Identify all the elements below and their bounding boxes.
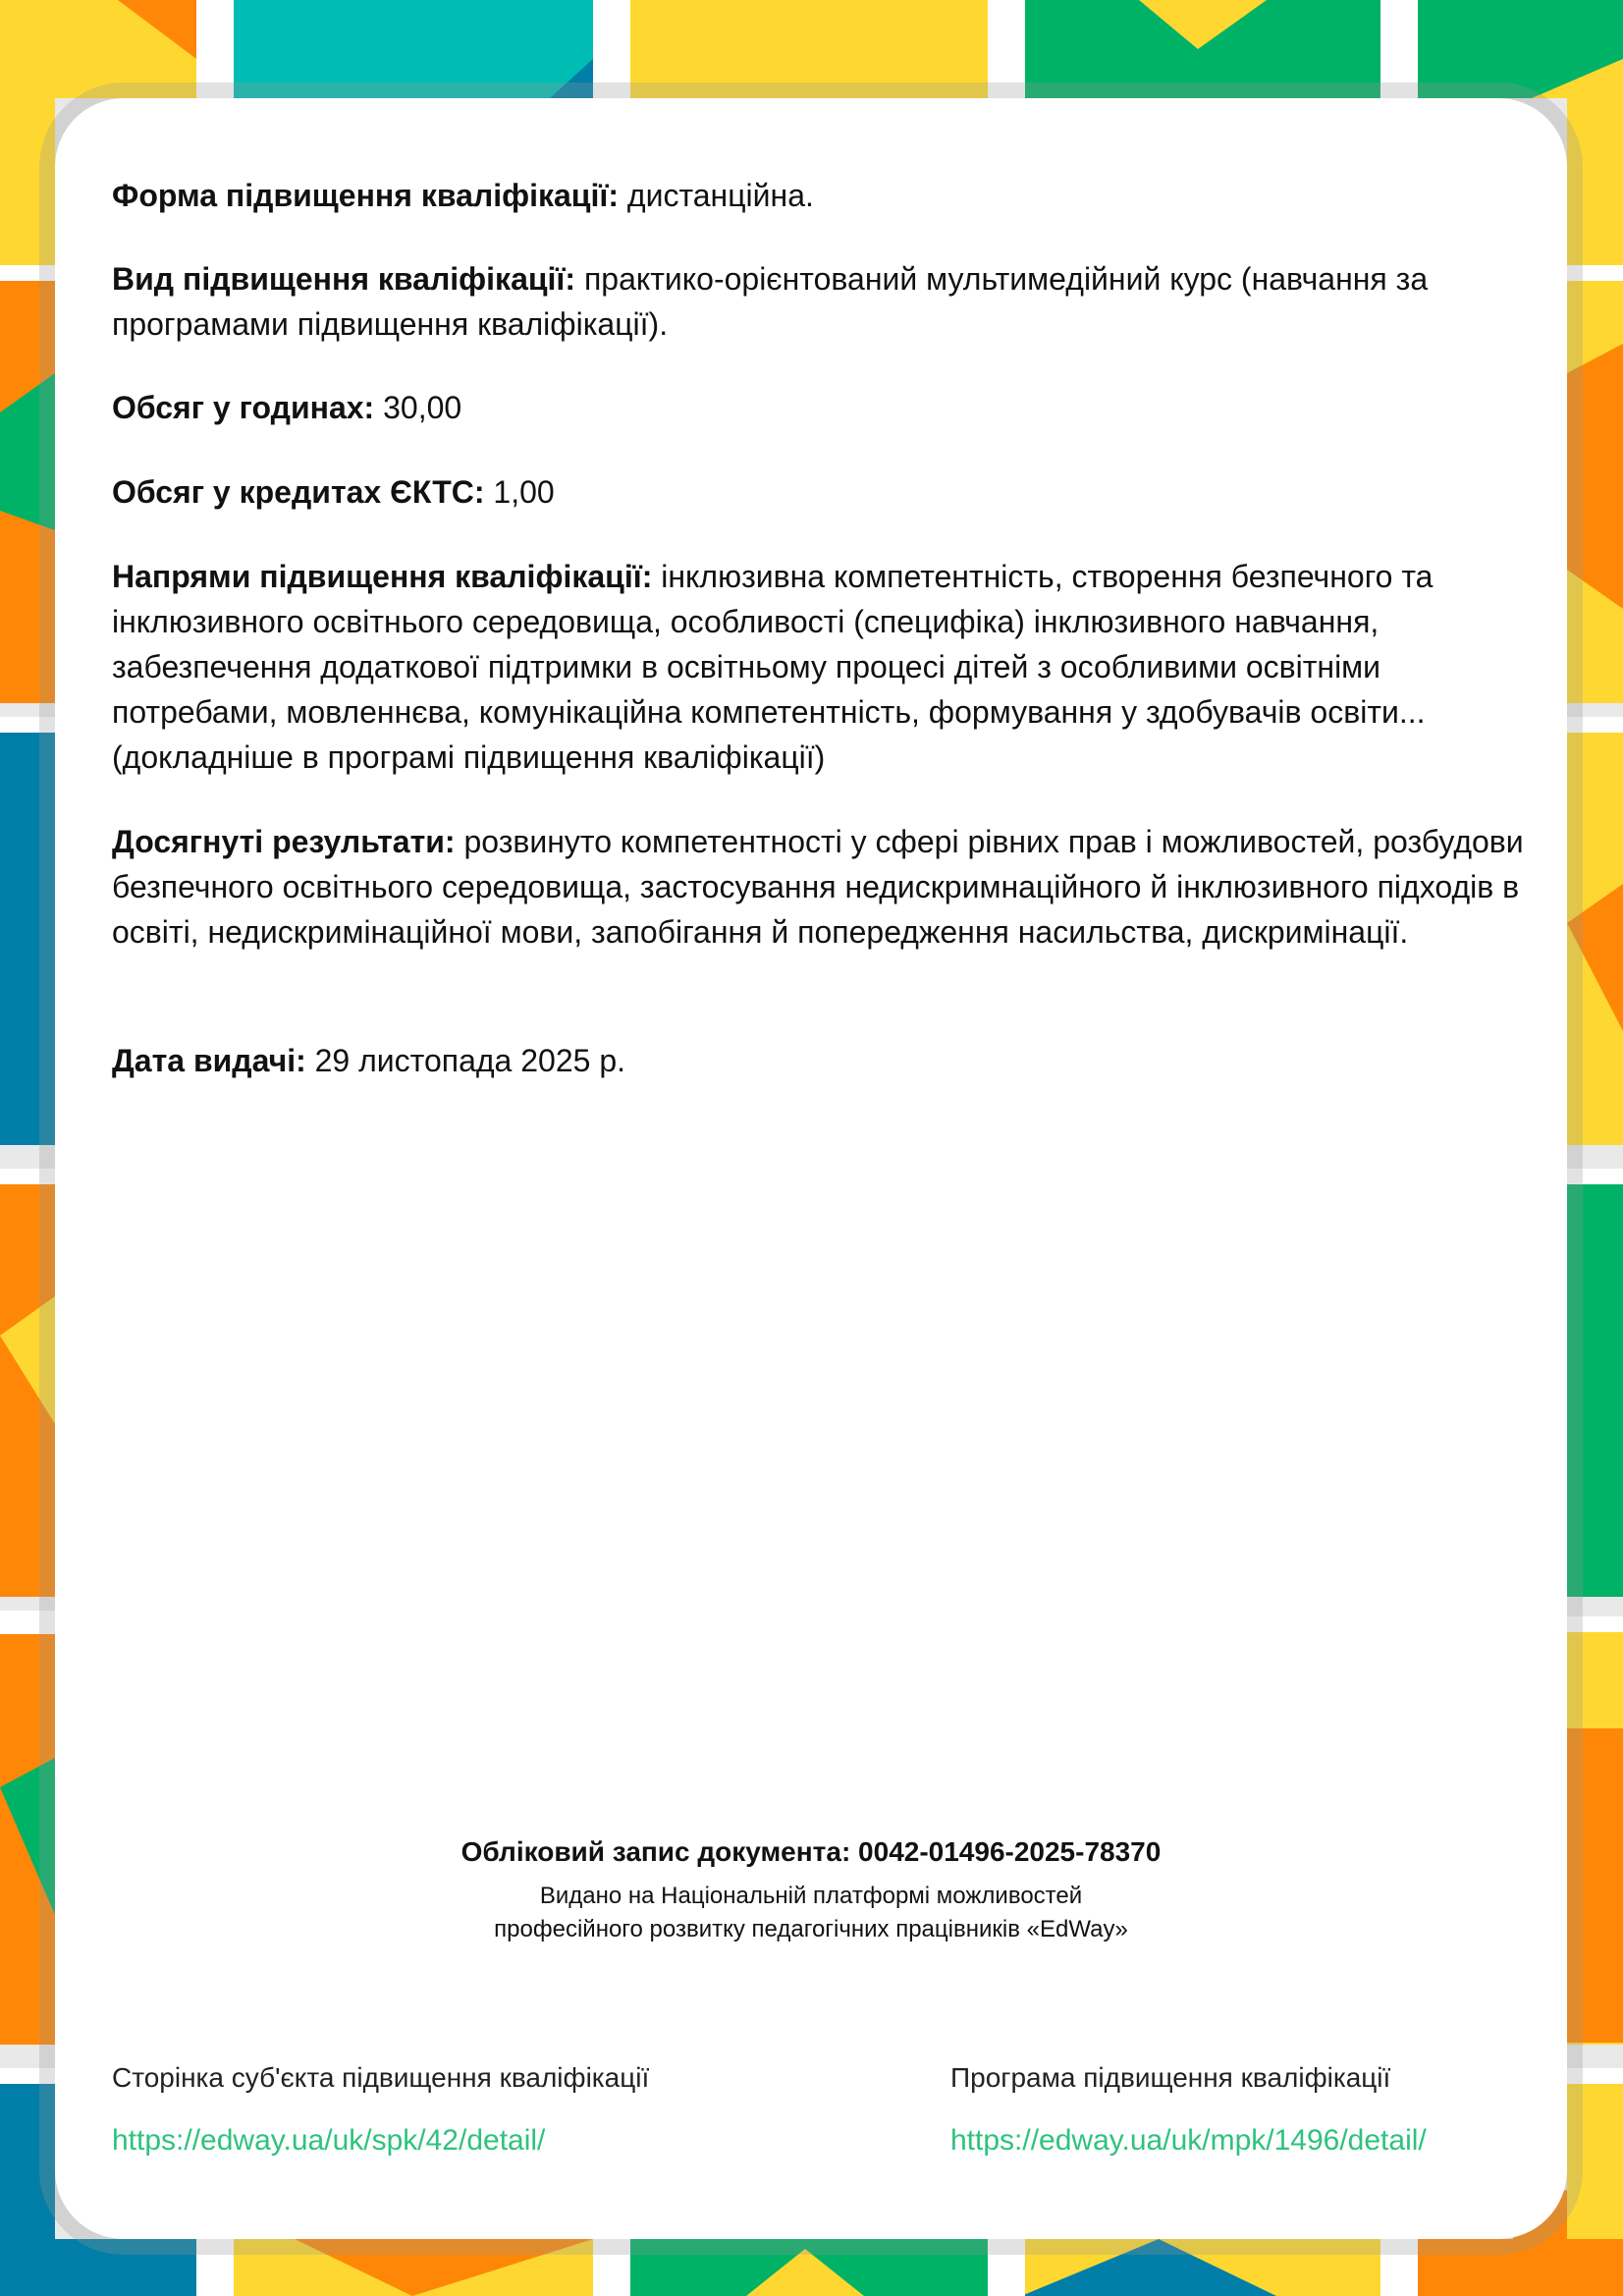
form-of-training — [112, 173, 1526, 218]
volume-credits-label: Обсяг у кредитах ЄКТС: — [112, 474, 485, 510]
issue-date — [112, 1038, 1526, 1083]
issue-date-value: 29 листопада 2025 р. — [305, 1043, 625, 1078]
border-shape — [1567, 344, 1623, 609]
border-tile — [1567, 98, 1623, 265]
type-of-training-label: Вид підвищення кваліфікації: — [112, 261, 576, 297]
border-tile — [234, 0, 593, 98]
program-page-block — [950, 2058, 1427, 2162]
provider-page-link[interactable]: https://edway.ua/uk/spk/42/detail/ — [112, 2124, 546, 2157]
border-tile — [593, 0, 630, 98]
type-of-training-value: практико-орієнтований мультимедійний курс (навчання за програмами підвищення кваліфікації). — [112, 261, 1429, 342]
border-tile — [1380, 0, 1418, 98]
volume-credits-value: 1,00 — [484, 474, 555, 510]
training-directions — [112, 554, 1526, 780]
document-record-id: Обліковий запис документа: 0042-01496-2025-78370 — [460, 1836, 1162, 1867]
border-tile — [1567, 1184, 1623, 1597]
border-tile — [196, 2239, 234, 2296]
border-tile — [0, 733, 55, 1145]
volume-hours-value: 30,00 — [374, 390, 462, 425]
border-shape — [1567, 1728, 1623, 2043]
border-tile — [0, 265, 55, 281]
border-tile — [0, 1616, 55, 1632]
achieved-results-label: Досягнуті результати: — [112, 824, 456, 859]
border-tile — [988, 0, 1025, 98]
border-tile — [196, 0, 234, 98]
program-page-caption: Програма підвищення кваліфікації — [950, 2062, 1391, 2093]
border-tile — [0, 2239, 196, 2296]
border-tile — [1567, 2068, 1623, 2084]
form-of-training-label: Форма підвищення кваліфікації: — [112, 178, 620, 213]
volume-credits — [112, 469, 1526, 515]
program-page-link[interactable]: https://edway.ua/uk/mpk/1496/detail/ — [950, 2124, 1427, 2157]
border-tile — [0, 1169, 55, 1184]
border-tile — [1567, 265, 1623, 281]
provider-page-caption: Сторінка суб'єкта підвищення кваліфікації — [112, 2062, 650, 2093]
volume-hours-label: Обсяг у годинах: — [112, 390, 375, 425]
border-tile — [1567, 2084, 1623, 2239]
issue-date-label: Дата видачі: — [112, 1043, 306, 1078]
issued-by-note — [55, 1880, 1567, 1946]
volume-hours — [112, 385, 1526, 430]
border-tile — [628, 0, 988, 98]
achieved-results-value: розвинуто компетентності у сфері рівних прав і можливостей, розбудови безпечного освітнього середовища, застосування недискримнаційного й інклюзивного підходів в освіті, недискримінаційної мови, запобігання й попередження насильства, дискримінації. — [112, 824, 1524, 950]
type-of-training — [112, 256, 1526, 347]
training-directions-value: інклюзивна компетентність, створення безпечного та інклюзивного освітнього середовища, особливості (специфіка) інклюзивного навчання, забезпечення додаткової підтримки в освітньому процесі дітей з особливими освітніми потребами, мовленнєва, комунікаційна компетентність, формування у здобувачів освіти... (докладніше в програмі підвищення кваліфікації) — [112, 559, 1434, 775]
issued-by-line-2: професійного розвитку педагогічних працівників «EdWay» — [494, 1916, 1128, 1942]
border-tile — [0, 2068, 55, 2084]
training-directions-label: Напрями підвищення кваліфікації: — [112, 559, 653, 594]
border-tile — [988, 2239, 1025, 2296]
border-tile — [1567, 1616, 1623, 1632]
border-tile — [0, 717, 55, 733]
border-tile — [1567, 717, 1623, 733]
achieved-results — [112, 819, 1526, 955]
border-tile — [1380, 2239, 1418, 2296]
border-tile — [593, 2239, 630, 2296]
issued-by-line-1: Видано на Національній платформі можливостей — [539, 1883, 1083, 1909]
form-of-training-value: дистанційна. — [619, 178, 814, 213]
border-tile — [1567, 1169, 1623, 1184]
provider-page-block — [112, 2058, 649, 2162]
border-tile — [0, 2084, 55, 2239]
